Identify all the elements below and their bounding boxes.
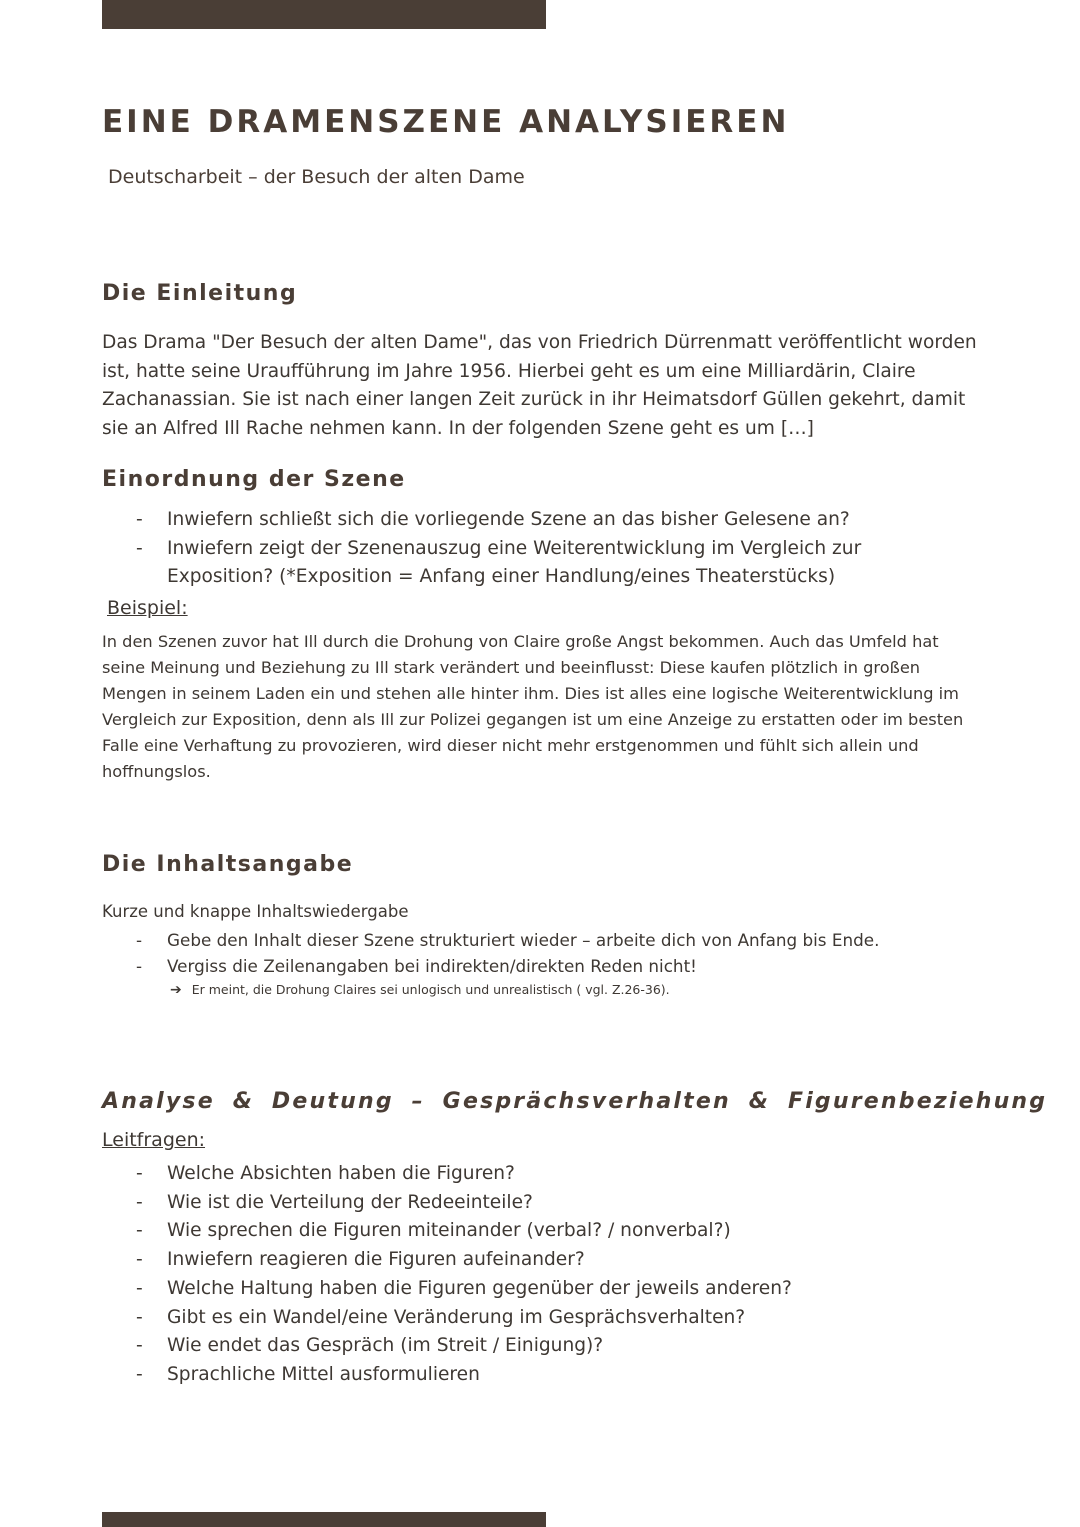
list-item: [102, 506, 902, 535]
heading-analyse-deutung: Analyse & Deutung – Gesprächsverhalten & Figurenbeziehung: [102, 1089, 1048, 1114]
einleitung-paragraph: Das Drama "Der Besuch der alten Dame", das von Friedrich Dürrenmatt veröffentlicht worden ist, hatte seine Uraufführung im Jahre 1956. Hierbei geht es um eine Milliardärin, Claire Zachanassian. Sie ist nach einer langen Zeit zurück in ihr Heimatsdorf Güllen gekehrt, damit sie an Alfred Ill Rache nehmen kann. In der folgenden Szene geht es um […]: [102, 332, 977, 440]
beispiel-label: Beispiel:: [107, 597, 188, 619]
list-item-text: Inwiefern reagieren die Figuren aufeinander?: [167, 1249, 585, 1271]
list-dash: -: [136, 956, 143, 976]
list-item: [102, 1275, 982, 1304]
list-item-text: Inwiefern zeigt der Szenenauszug eine Weiterentwicklung im Vergleich zur Exposition? (*Exposition = Anfang einer Handlung/eines Theaterstücks): [167, 537, 862, 588]
list-item-text: Wie endet das Gespräch (im Streit / Einigung)?: [167, 1335, 604, 1357]
heading-einordnung: Einordnung der Szene: [102, 467, 406, 492]
einordnung-list: [102, 506, 902, 592]
list-item: [102, 1217, 982, 1246]
leitfragen-label: Leitfragen:: [102, 1129, 206, 1151]
arrow-right-icon: ➔: [170, 982, 182, 998]
list-dash: -: [136, 1220, 143, 1242]
example-note: [170, 982, 670, 998]
list-dash: -: [136, 1363, 143, 1385]
list-item: [102, 1332, 982, 1361]
list-item-text: Gebe den Inhalt dieser Szene strukturiert wieder – arbeite dich von Anfang bis Ende.: [167, 930, 880, 950]
page-subtitle: Deutscharbeit – der Besuch der alten Dame: [108, 166, 525, 188]
list-item: [102, 1304, 982, 1333]
top-decorative-bar: [102, 0, 546, 29]
list-item: [102, 1361, 982, 1390]
list-item-text: Sprachliche Mittel ausformulieren: [167, 1363, 480, 1385]
list-item: [102, 1246, 982, 1275]
list-item: [102, 927, 982, 953]
list-item-text: Gibt es ein Wandel/eine Veränderung im Gesprächsverhalten?: [167, 1306, 746, 1328]
list-dash: -: [136, 509, 143, 530]
leitfragen-list: [102, 1160, 982, 1390]
heading-einleitung: Die Einleitung: [102, 281, 298, 306]
list-item-text: Welche Absichten haben die Figuren?: [167, 1163, 515, 1184]
inhaltsangabe-intro: Kurze und knappe Inhaltswiedergabe: [102, 902, 409, 921]
list-dash: -: [136, 930, 143, 950]
list-item-text: Welche Haltung haben die Figuren gegenüber der jeweils anderen?: [167, 1277, 792, 1299]
list-item-text: Vergiss die Zeilenangaben bei indirekten/direkten Reden nicht!: [167, 956, 697, 976]
list-dash: -: [136, 1163, 143, 1184]
list-item: [102, 1189, 982, 1218]
beispiel-paragraph: In den Szenen zuvor hat Ill durch die Drohung von Claire große Angst bekommen. Auch das Umfeld hat seine Meinung und Beziehung zu Ill stark verändert und beeinflusst: Diese kaufen plötzlich in großen Mengen in seinem Laden ein und stehen alle hinter ihm. Dies ist alles eine logische Weiterentwicklung im Vergleich zur Exposition, denn als Ill zur Polizei gegangen ist um eine Anzeige zu erstatten oder im besten Falle eine Verhaftung zu provozieren, wird dieser nicht mehr erstgenommen und fühlt sich allein und hoffnungslos.: [102, 632, 964, 781]
list-item-text: Wie ist die Verteilung der Redeeinteile?: [167, 1191, 533, 1213]
bottom-decorative-bar: [102, 1512, 546, 1527]
heading-inhaltsangabe: Die Inhaltsangabe: [102, 852, 354, 877]
list-item-text: Inwiefern schließt sich die vorliegende Szene an das bisher Gelesene an?: [167, 509, 850, 530]
list-dash: -: [136, 1191, 143, 1213]
list-dash: -: [136, 1277, 143, 1299]
page-title: EINE DRAMENSZENE ANALYSIEREN: [102, 104, 790, 140]
list-item: [102, 535, 902, 592]
inhaltsangabe-list: [102, 927, 982, 979]
list-item: [102, 953, 982, 979]
example-note-text: Er meint, die Drohung Claires sei unlogisch und unrealistisch ( vgl. Z.26-36).: [191, 982, 670, 997]
list-dash: -: [136, 1306, 143, 1328]
list-item: [102, 1160, 982, 1189]
list-item-text: Wie sprechen die Figuren miteinander (verbal? / nonverbal?): [167, 1220, 731, 1242]
list-dash: -: [136, 537, 143, 559]
list-dash: -: [136, 1335, 143, 1357]
list-dash: -: [136, 1249, 143, 1271]
